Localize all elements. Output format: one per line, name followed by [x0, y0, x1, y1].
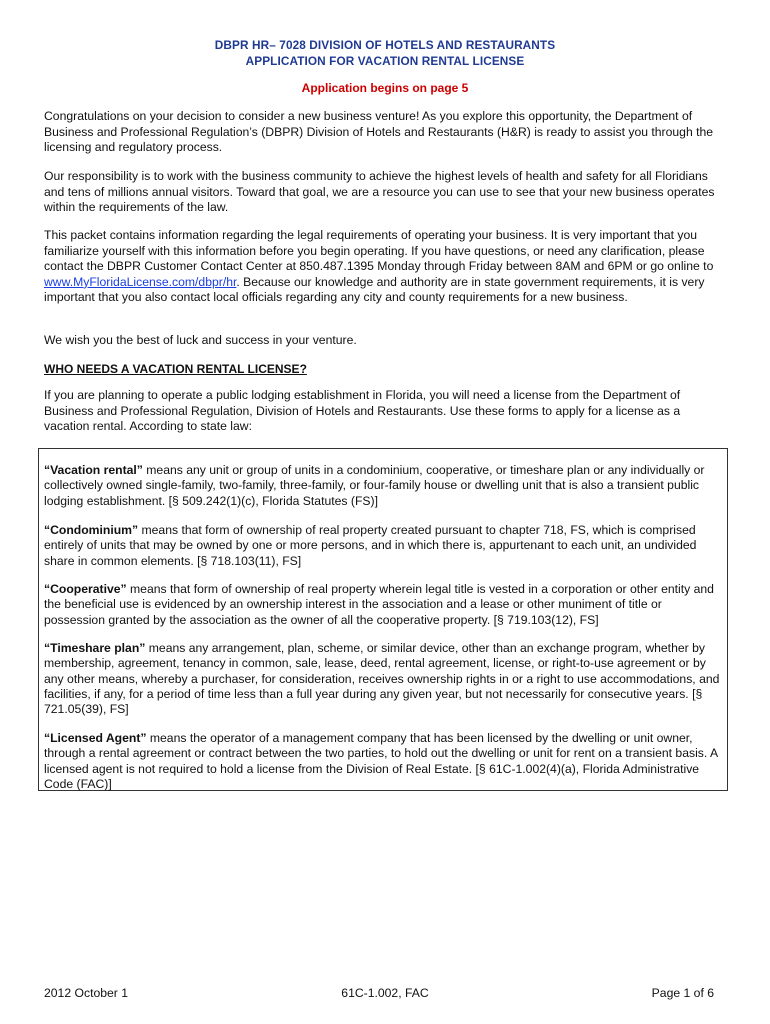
definition-term: “Vacation rental” — [44, 463, 143, 477]
definition-vacation-rental — [44, 463, 724, 509]
section-text: If you are planning to operate a public lodging establishment in Florida, you will need a license from the Department of Business and Professional Regulation, Division of Hotels and Restaurants. Use these forms to apply for a license as a vacation rental. According to state law: — [44, 388, 681, 434]
definition-term: “Cooperative” — [44, 582, 127, 596]
footer-page-number: Page 1 of 6 — [651, 986, 714, 1000]
section-heading: WHO NEEDS A VACATION RENTAL LICENSE? — [44, 362, 307, 376]
footer-rule-code: 61C-1.002, FAC — [341, 986, 429, 1000]
definition-text: means that form of ownership of real property wherein legal title is vested in a corporation or other entity and the beneficial use is evidenced by an ownership interest in the association and a lease or other muniment of title or possession granted by the association as the owner of all the cooperative property. [§ 719.103(12), FS] — [44, 582, 714, 627]
definition-text: means any arrangement, plan, scheme, or similar device, other than an exchange program, whether by membership, agreement, tenancy in common, sale, lease, deed, rental agreement, license, or right-to-use agreement or by any other means, whereby a purchaser, for consideration, receives ownership rights in or a right to use accommodations, and facilities, if any, for a period of time less than a full year during any given year, but not necessarily for consecutive years. [§ 721.05(39), FS] — [44, 641, 720, 717]
definition-cooperative — [44, 582, 724, 628]
definition-term: “Timeshare plan” — [44, 641, 146, 655]
definition-condominium — [44, 523, 724, 569]
application-begins-note: Application begins on page 5 — [301, 81, 469, 95]
intro-paragraph-4: We wish you the best of luck and success in your venture. — [44, 333, 357, 347]
intro-paragraph-1: Congratulations on your decision to consider a new business venture! As you explore this opportunity, the Department of Business and Professional Regulation’s (DBPR) Division of Hotels and Restaurants (H&R) is ready to assist you through the licensing and regulatory process. — [44, 109, 714, 155]
definition-licensed-agent — [44, 731, 724, 792]
intro-paragraph-3 — [44, 228, 728, 306]
document-title-line1: DBPR HR– 7028 DIVISION OF HOTELS AND RESTAURANTS — [214, 38, 556, 52]
definition-text: means the operator of a management company that has been licensed by the dwelling or unit owner, through a rental agreement or contract between the two parties, to hold out the dwelling or unit for rent on a transient basis. A licensed agent is not required to hold a license from the Division of Real Estate. [§ 61C-1.002(4)(a), Florida Administrative Code (FAC)] — [44, 731, 718, 791]
definition-term: “Condominium” — [44, 523, 139, 537]
document-title-line2: APPLICATION FOR VACATION RENTAL LICENSE — [245, 54, 525, 68]
footer-date: 2012 October 1 — [44, 986, 129, 1000]
intro-paragraph-3-text-b: . Because our knowledge and authority are in state government requirements, it is very important that you also contact local officials regarding any city and county requirements for a new business. — [44, 274, 705, 305]
definition-text: means any unit or group of units in a condominium, cooperative, or timeshare plan or any individually or collectively owned single-family, two-family, three-family, or four-family house or dwelling unit that is also a transient public lodging establishment. [§ 509.242(1)(c), Florida Statutes (FS)] — [44, 463, 705, 508]
intro-paragraph-2: Our responsibility is to work with the business community to achieve the highest levels of health and safety for all Floridians and tens of millions annual visitors. Toward that goal, we are a resource you can use to see that your new business operates within the requirements of the law. — [44, 169, 715, 215]
myfloridalicense-link[interactable]: www.MyFloridaLicense.com/dbpr/hr — [44, 274, 237, 289]
intro-paragraph-3-text-a: This packet contains information regarding the legal requirements of operating your business. It is very important that you familiarize yourself with this information before you begin operating. If you have questions, or need any clarification, please contact the DBPR Customer Contact Center at 850.487.1395 Monday through Friday between 8AM and 6PM or go online to — [44, 228, 714, 274]
definition-text: means that form of ownership of real property created pursuant to chapter 718, FS, which is comprised entirely of units that may be owned by one or more persons, and in which there is, appurtenant to each unit, an undivided share in common elements. [§ 718.103(11), FS] — [44, 523, 697, 568]
definition-term: “Licensed Agent” — [44, 731, 147, 745]
definition-timeshare-plan — [44, 641, 724, 717]
